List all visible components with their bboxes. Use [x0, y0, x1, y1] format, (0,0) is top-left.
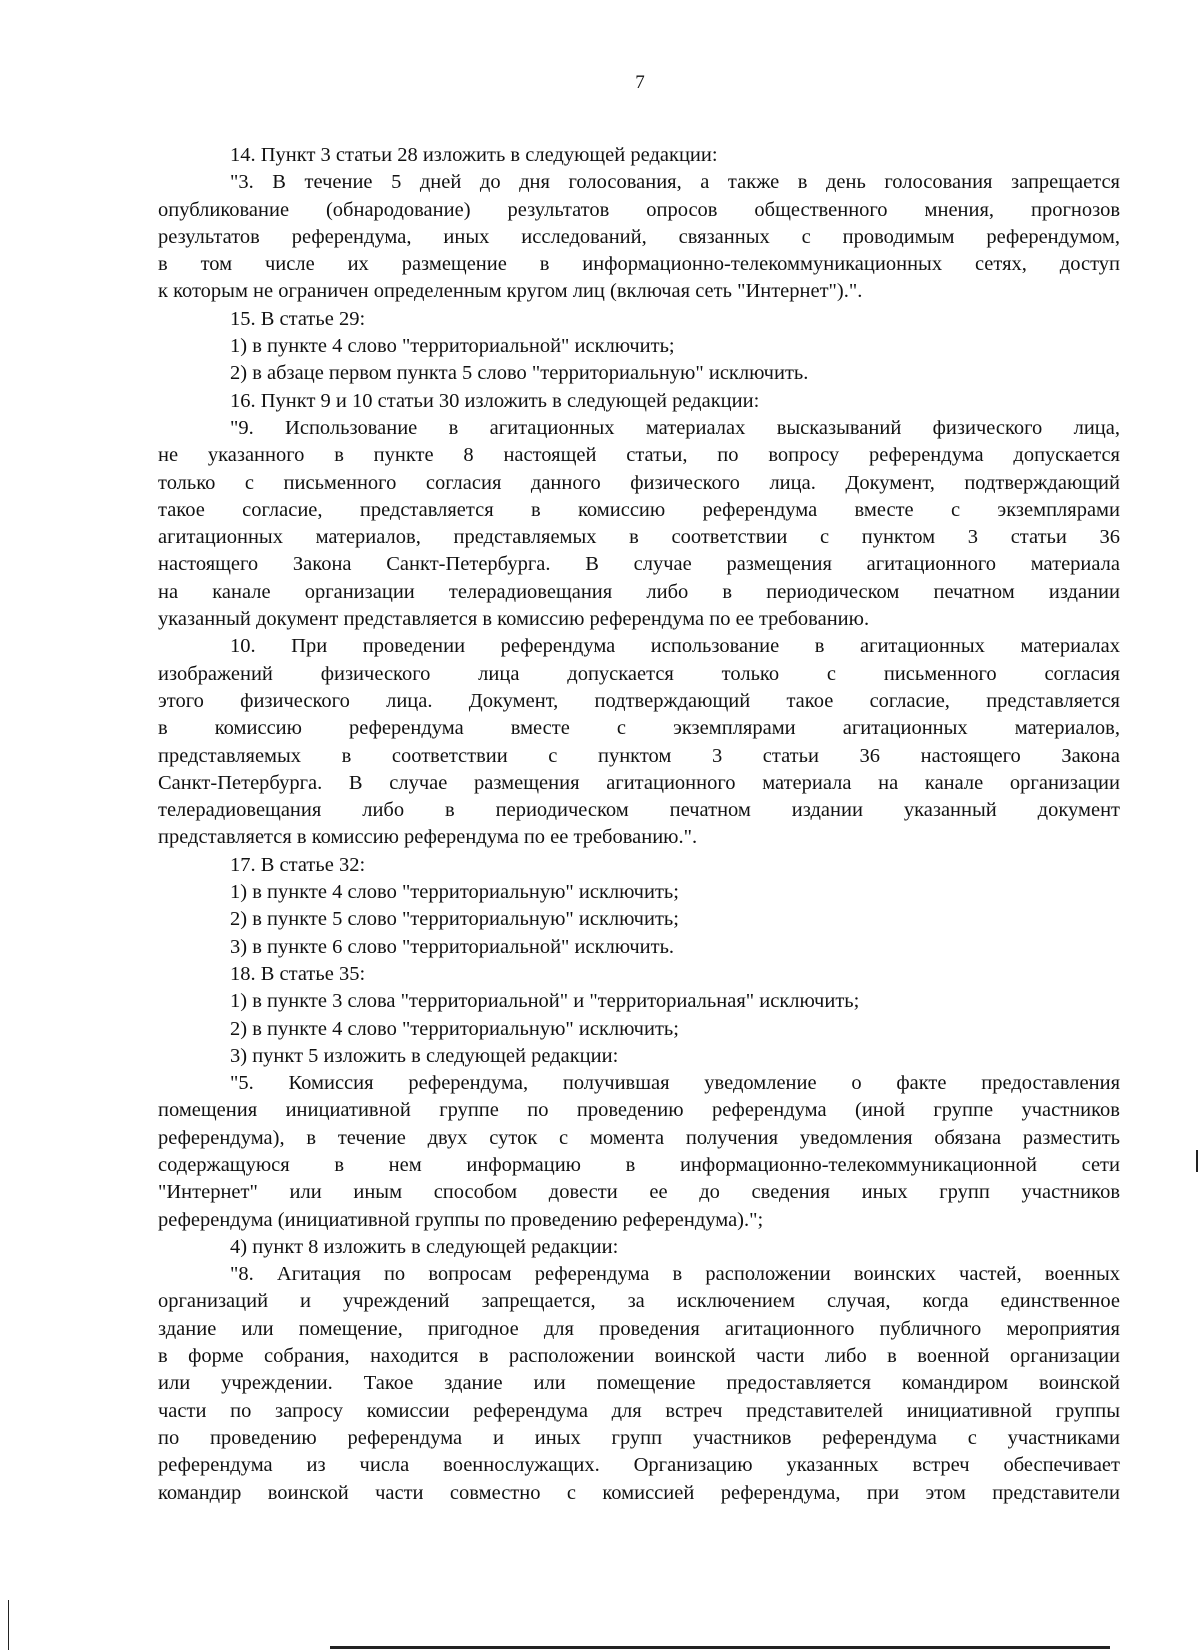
text-line: опубликование (обнародование) результатов опросов общественного мнения, прогнозов: [158, 198, 1120, 221]
text-line: представляется в комиссию референдума по ее требованию.".: [158, 826, 698, 849]
text-line: Санкт-Петербурга. В случае размещения агитационного материала на канале организации: [158, 771, 1120, 794]
text-line: 1) в пункте 4 слово "территориальную" исключить;: [230, 881, 679, 904]
text-line: "3. В течение 5 дней до дня голосования, а также в день голосования запрещается: [230, 171, 1120, 194]
text-line: 14. Пункт 3 статьи 28 изложить в следующей редакции:: [230, 144, 718, 166]
text-line: 17. В статье 32:: [230, 853, 366, 876]
text-line: 16. Пункт 9 и 10 статьи 30 изложить в следующей редакции:: [230, 389, 760, 412]
text-line: агитационных материалов, представляемых в соответствии с пунктом 3 статьи 36: [158, 526, 1120, 549]
text-line: 15. В статье 29:: [230, 307, 366, 330]
text-line: организаций и учреждений запрещается, за исключением случая, когда единственное: [158, 1290, 1120, 1313]
text-line: или учреждении. Такое здание или помещение предоставляется командиром воинской: [158, 1372, 1120, 1395]
document-body: [158, 142, 1120, 1507]
text-line: изображений физического лица допускается только с письменного согласия: [158, 662, 1120, 685]
text-line: референдума), в течение двух суток с момента получения уведомления обязана разместить: [158, 1126, 1120, 1149]
text-line: "5. Комиссия референдума, получившая уведомление о факте предоставления: [230, 1072, 1120, 1095]
text-line: 2) в пункте 5 слово "территориальную" исключить;: [230, 908, 679, 931]
text-line: 3) в пункте 6 слово "территориальной" исключить.: [230, 935, 675, 958]
text-line: командир воинской части совместно с комиссией референдума, при этом представители: [158, 1481, 1120, 1504]
text-line: в форме собрания, находится в расположении воинской части либо в военной организации: [158, 1345, 1120, 1368]
text-line: содержащуюся в нем информацию в информационно-телекоммуникационной сети: [158, 1153, 1120, 1176]
text-line: "Интернет" или иным способом довести ее до сведения иных групп участников: [158, 1181, 1120, 1204]
text-line: помещения инициативной группе по проведению референдума (иной группе участников: [158, 1099, 1120, 1122]
text-line: результатов референдума, иных исследований, связанных с проводимым референдумом,: [158, 225, 1120, 248]
text-line: части по запросу комиссии референдума для встреч представителей инициативной группы: [158, 1399, 1120, 1422]
text-line: референдума (инициативной группы по проведению референдума).";: [158, 1208, 764, 1231]
text-line: 10. При проведении референдума использование в агитационных материалах: [230, 635, 1120, 658]
text-line: в том числе их размещение в информационно-телекоммуникационных сетях, доступ: [158, 253, 1120, 276]
scan-artifact-bottom-rule: [330, 1646, 1110, 1649]
text-line: 1) в пункте 3 слова "территориальной" и "территориальная" исключить;: [230, 990, 860, 1013]
text-line: настоящего Закона Санкт-Петербурга. В случае размещения агитационного материала: [158, 553, 1120, 576]
text-line: на канале организации телерадиовещания либо в периодическом печатном издании: [158, 580, 1120, 603]
text-line: только с письменного согласия данного физического лица. Документ, подтверждающий: [158, 471, 1120, 494]
page-number: 7: [635, 72, 645, 93]
text-line: здание или помещение, пригодное для проведения агитационного публичного мероприятия: [158, 1317, 1120, 1340]
scan-artifact-left-bottom: [8, 1600, 9, 1650]
text-line: этого физического лица. Документ, подтверждающий такое согласие, представляется: [158, 689, 1120, 712]
text-line: 2) в пункте 4 слово "территориальную" исключить;: [230, 1017, 679, 1040]
text-line: "8. Агитация по вопросам референдума в расположении воинских частей, военных: [230, 1263, 1120, 1286]
text-line: 2) в абзаце первом пункта 5 слово "территориальную" исключить.: [230, 362, 809, 385]
text-line: не указанного в пункте 8 настоящей статьи, по вопросу референдума допускается: [158, 444, 1120, 467]
text-line: 18. В статье 35:: [230, 962, 366, 985]
scan-artifact-right-edge: [1196, 1150, 1198, 1172]
text-line: представляемых в соответствии с пунктом 3 статьи 36 настоящего Закона: [158, 744, 1120, 767]
text-line: к которым не ограничен определенным кругом лиц (включая сеть "Интернет").".: [158, 280, 863, 303]
text-line: 3) пункт 5 изложить в следующей редакции:: [230, 1044, 619, 1067]
text-line: такое согласие, представляется в комиссию референдума вместе с экземплярами: [158, 498, 1120, 521]
text-line: по проведению референдума и иных групп участников референдума с участниками: [158, 1426, 1120, 1449]
text-line: референдума из числа военнослужащих. Организацию указанных встреч обеспечивает: [158, 1454, 1120, 1477]
text-line: указанный документ представляется в комиссию референдума по ее требованию.: [158, 608, 870, 631]
text-line: 1) в пункте 4 слово "территориальной" исключить;: [230, 335, 675, 358]
text-line: "9. Использование в агитационных материалах высказываний физического лица,: [230, 416, 1120, 439]
text-line: телерадиовещания либо в периодическом печатном издании указанный документ: [158, 799, 1120, 822]
text-line: в комиссию референдума вместе с экземплярами агитационных материалов,: [158, 717, 1120, 740]
text-line: 4) пункт 8 изложить в следующей редакции:: [230, 1235, 619, 1258]
